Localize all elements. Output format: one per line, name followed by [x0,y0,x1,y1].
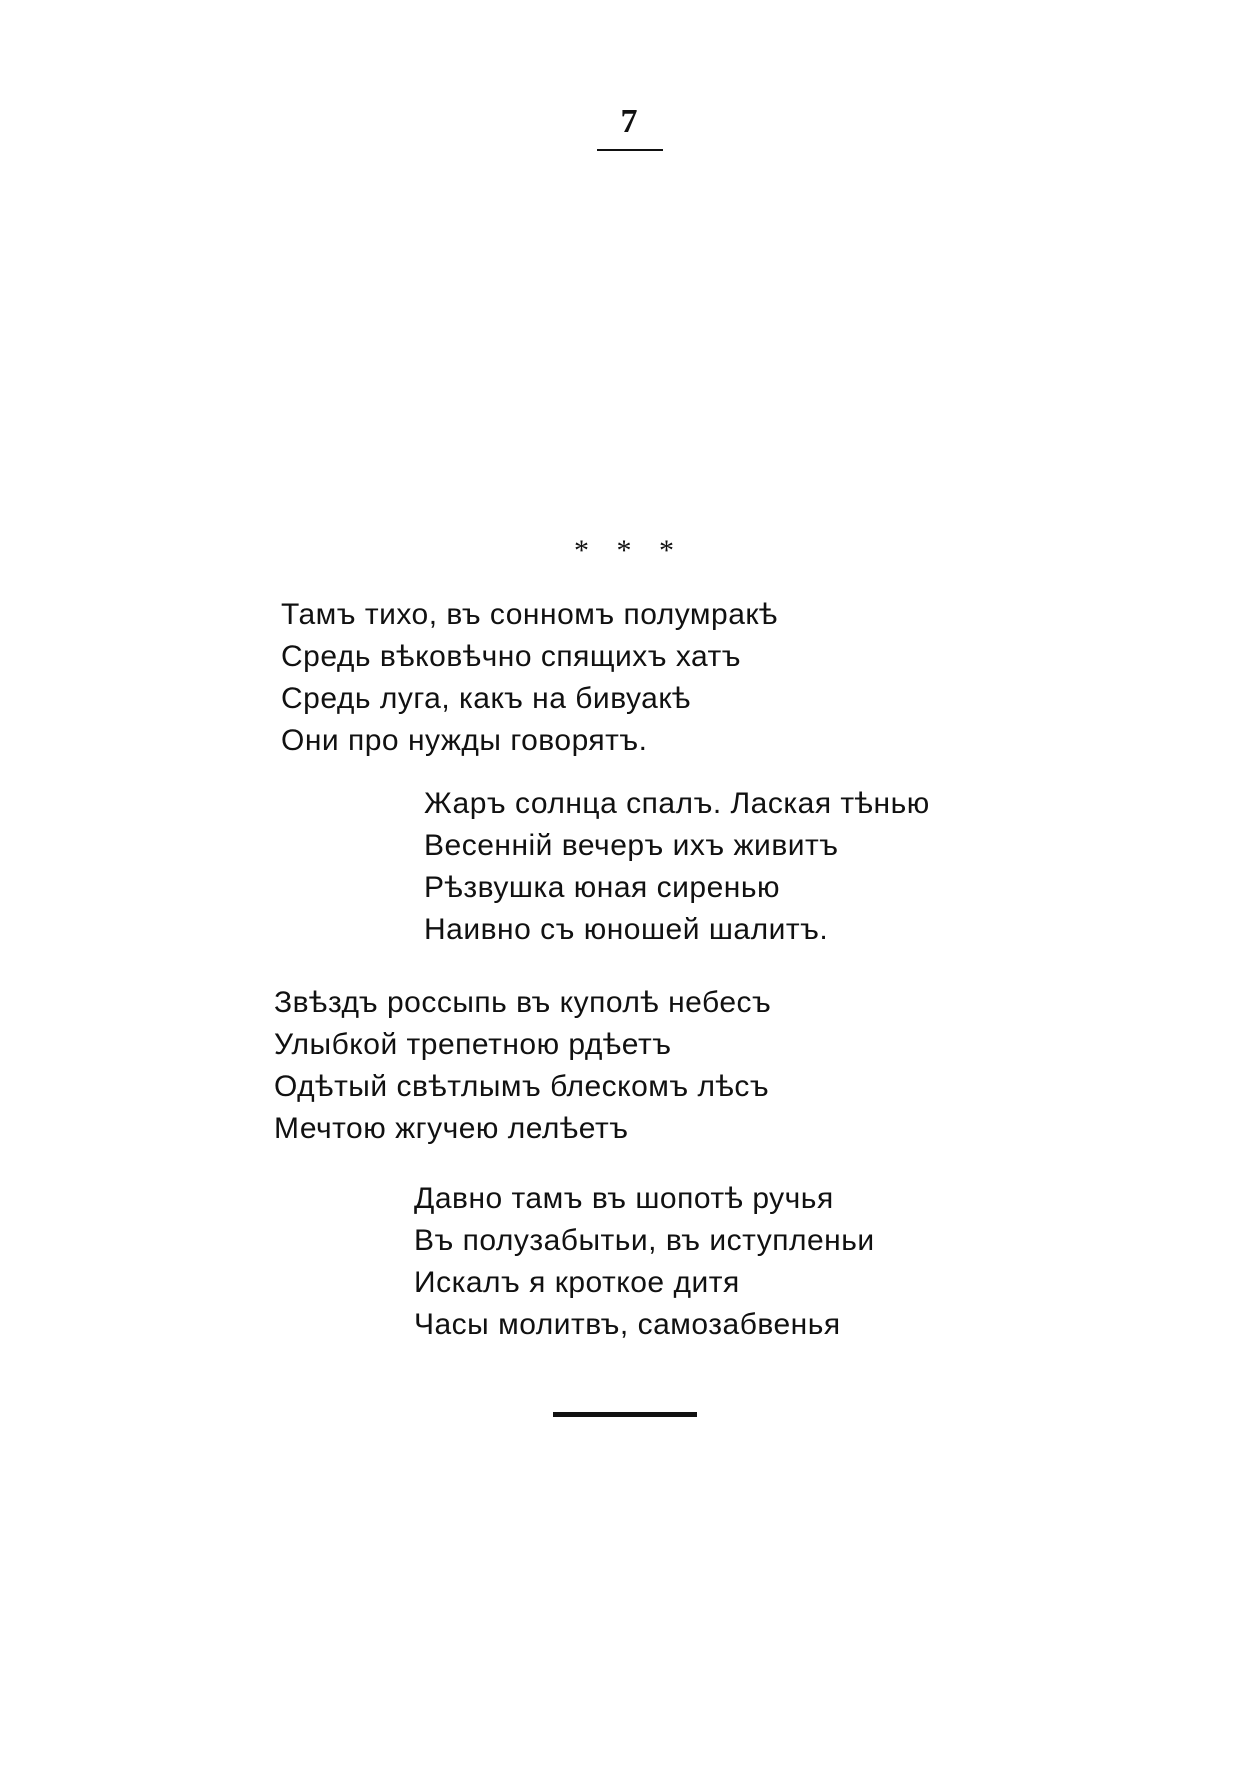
poem-line: Звѣздъ россыпь въ куполѣ небесъ [274,986,772,1019]
poem-line: Одѣтый свѣтлымъ блескомъ лѣсъ [274,1070,770,1103]
end-rule [553,1412,697,1417]
poem-line: Средь вѣковѣчно спящихъ хатъ [281,640,742,673]
page-number: 7 [620,103,638,140]
poem-line: Средь луга, какъ на бивуакѣ [281,682,691,715]
poem-line: Рѣзвушка юная сиренью [424,871,780,904]
poem-line: Наивно съ юношей шалитъ. [424,913,829,946]
poem-line: Мечтою жгучею лелѣетъ [274,1112,629,1145]
poem-line: Часы молитвъ, самозабвенья [414,1308,841,1341]
stanza-4 [414,1178,875,1346]
poem-line: Тамъ тихо, въ сонномъ полумракѣ [281,598,778,631]
poem-line: Весенній вечеръ ихъ живитъ [424,829,839,862]
poem-line: Улыбкой трепетною рдѣетъ [274,1028,672,1061]
poem-line: Давно тамъ въ шопотѣ ручья [414,1182,834,1215]
stanza-3 [274,982,771,1150]
page-number-underline [597,149,663,151]
stanza-2 [424,783,930,951]
poem-line: Они про нужды говорятъ. [281,724,648,757]
stanza-1 [281,594,778,762]
asterism-divider: * * * [574,534,684,567]
poem-line: Искалъ я кроткое дитя [414,1266,740,1299]
poem-line: Жаръ солнца спалъ. Лаская тѣнью [424,787,930,820]
poem-line: Въ полузабытьи, въ иступленьи [414,1224,875,1257]
